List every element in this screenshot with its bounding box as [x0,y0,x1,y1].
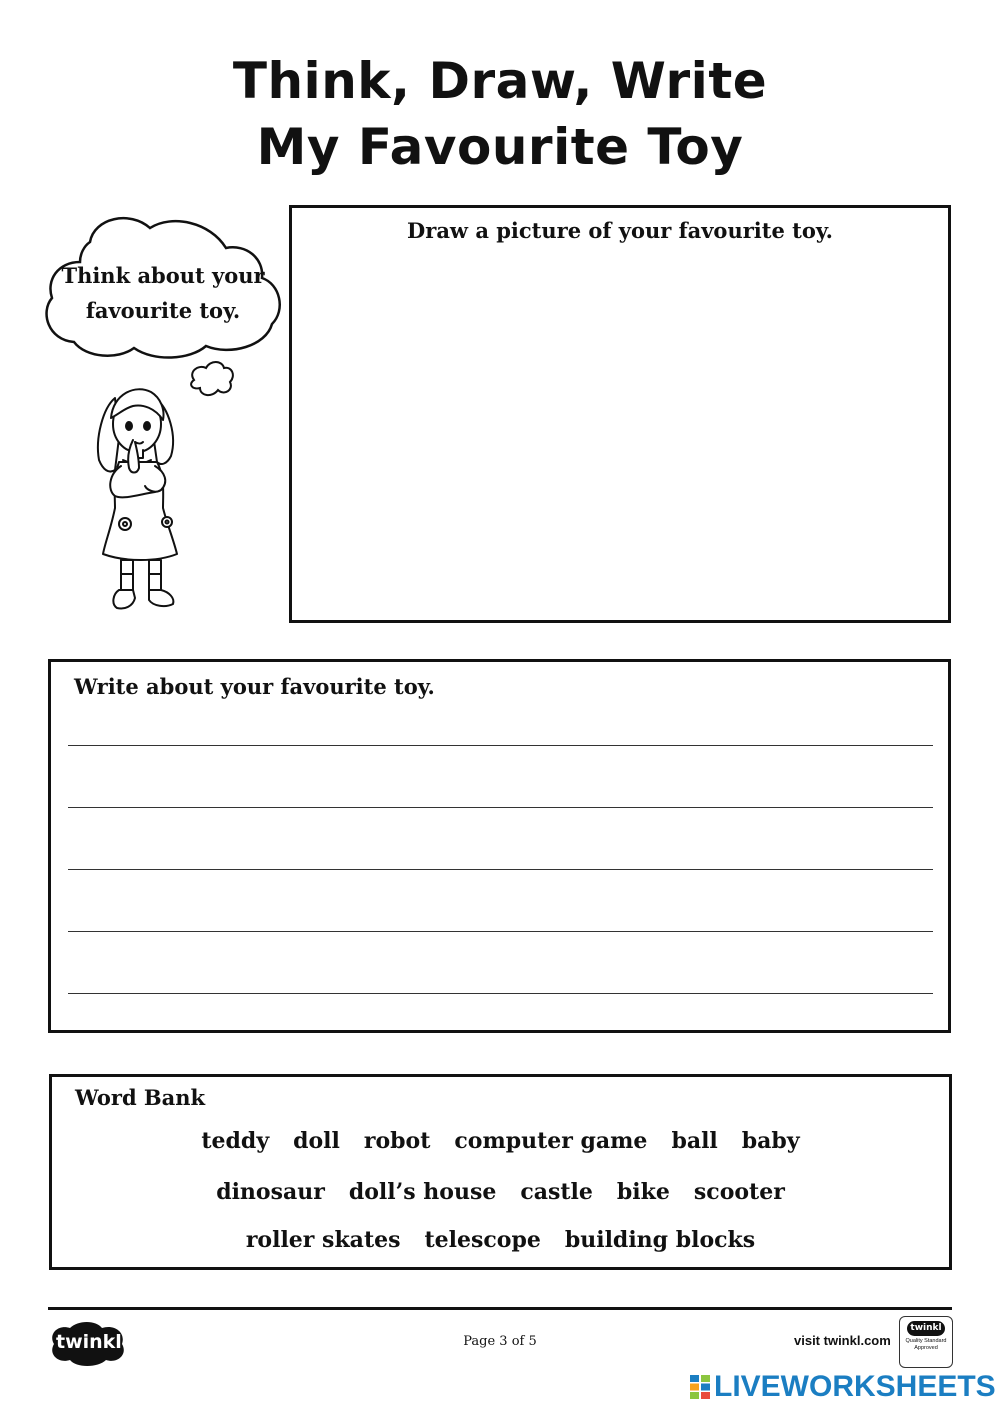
word-bank-item: telescope [424,1227,541,1253]
think-prompt [52,258,274,328]
thinking-girl-illustration [85,378,200,628]
draw-prompt: Draw a picture of your favourite toy. [407,218,833,243]
word-bank-item: building blocks [564,1227,756,1253]
quality-badge-line-2: Approved [914,1345,938,1351]
page-title-line-1: Think, Draw, Write [232,52,768,110]
visit-link[interactable]: visit twinkl.com [794,1333,891,1348]
word-bank-item: teddy [201,1128,270,1154]
word-bank-item: ball [671,1128,718,1154]
word-bank-item: roller skates [245,1227,401,1253]
word-bank-item: doll’s house [348,1179,497,1205]
word-bank-item: castle [520,1179,593,1205]
word-bank-item: dinosaur [216,1179,325,1205]
writing-line-3[interactable] [68,869,933,870]
word-bank-item: scooter [693,1179,785,1205]
think-prompt-line-1: Think about your [61,263,265,288]
word-bank-row-3 [52,1227,949,1253]
word-bank-item: bike [616,1179,670,1205]
word-bank-heading: Word Bank [75,1085,206,1110]
writing-line-2[interactable] [68,807,933,808]
footer-divider [48,1307,952,1310]
word-bank-row-2 [52,1179,949,1205]
writing-line-1[interactable] [68,745,933,746]
writing-line-5[interactable] [68,993,933,994]
liveworksheets-watermark[interactable]: LIVEWORKSHEETS [714,1370,996,1403]
writing-line-4[interactable] [68,931,933,932]
quality-badge-icon [899,1316,953,1368]
word-bank-item: doll [293,1128,340,1154]
quality-badge-brand: twinkl [907,1321,945,1336]
write-prompt: Write about your favourite toy. [74,674,435,699]
word-bank [49,1074,952,1270]
draw-area[interactable] [289,205,951,623]
word-bank-item: robot [363,1128,431,1154]
page-title-line-2: My Favourite Toy [256,118,744,176]
think-prompt-line-2: favourite toy. [85,298,241,323]
twinkl-logo-text: twinkl [56,1331,122,1353]
word-bank-row-1 [52,1128,949,1154]
write-area [48,659,951,1033]
word-bank-item: computer game [454,1128,648,1154]
word-bank-item: baby [741,1128,800,1154]
liveworksheets-logo-icon [690,1375,710,1399]
page-number: Page 3 of 5 [463,1334,537,1349]
quality-badge-line-1: Quality Standard [905,1338,947,1344]
